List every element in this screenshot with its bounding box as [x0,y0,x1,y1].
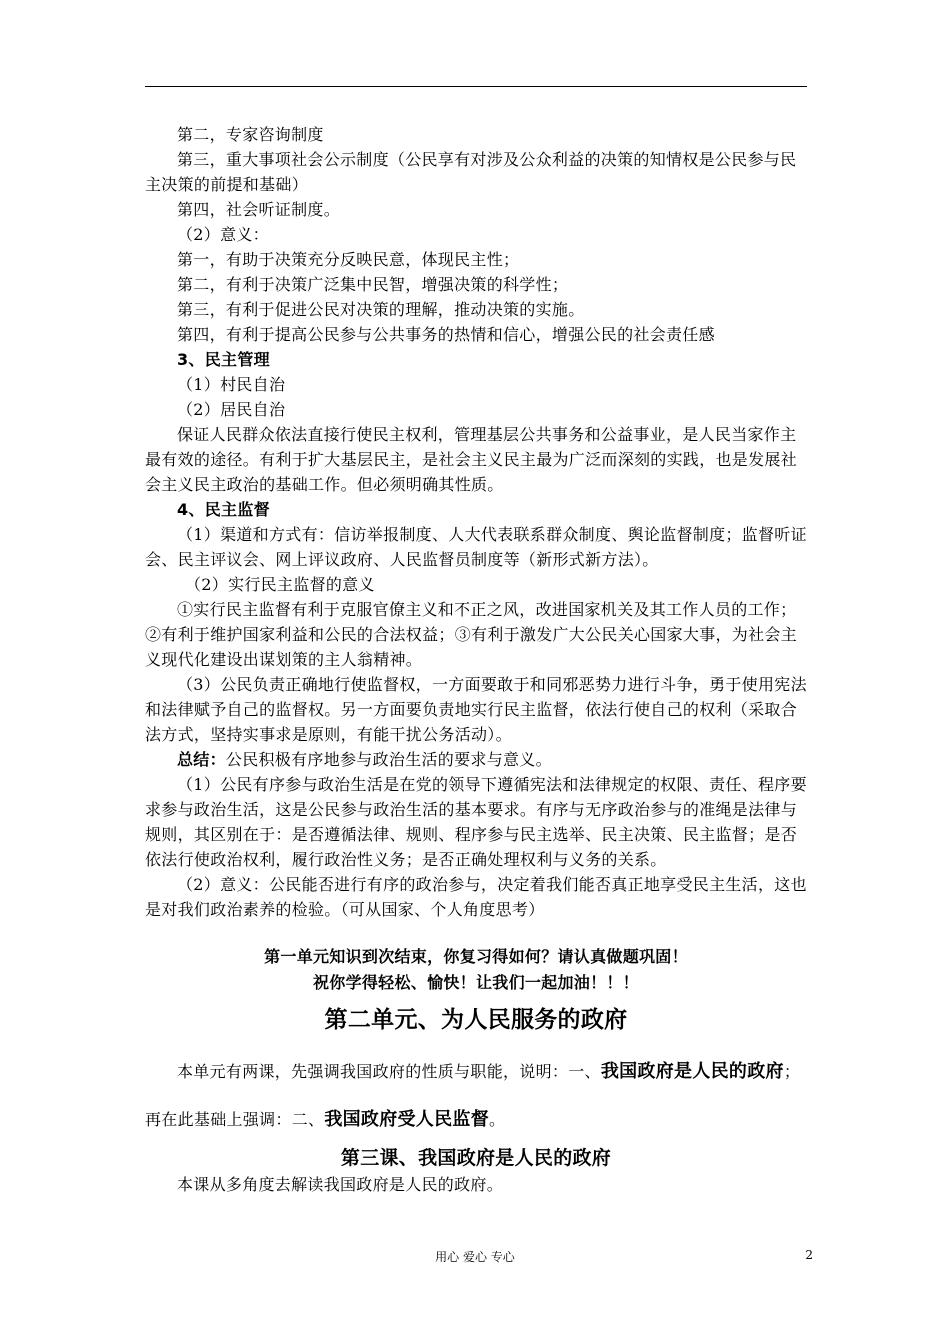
paragraph: ①实行民主监督有利于克服官僚主义和不正之风，改进国家机关及其工作人员的工作；②有利于维护国家利益和公民的合法权益；③有利于激发广大公民关心国家大事，为社会主义现代化建设出谋划策的主人翁精神。 [145,600,798,669]
review-note: 第一单元知识到次结束，你复习得如何？请认真做题巩固！ [264,947,688,966]
encouragement-note: 祝你学得轻松、愉快！让我们一起加油！！！ [312,973,639,992]
lesson-title: 第三课、我国政府是人民的政府 [340,1147,612,1169]
intro-text: 。 [489,1110,506,1129]
unit-title: 第二单元、为人民服务的政府 [324,1007,628,1033]
paragraph: 第四，有利于提高公民参与公共事务的热情和信心，增强公民的社会责任感 [177,325,715,344]
intro-text: 本单元有两课，先强调我国政府的性质与职能，说明：一、 [177,1062,601,1081]
paragraph: （3）公民负责正确地行使监督权，一方面要敢于和同邪恶势力进行斗争，勇于使用宪法和法律赋予自己的监督权。另一方面要负责地实行民主监督，依法行使自己的权利（采取合法方式，坚持实事求是原则，有能干扰公务活动）。 [145,675,807,744]
document-body [145,122,807,1197]
paragraph: 第二，有利于决策广泛集中民智，增强决策的科学性； [177,275,569,294]
intro-text: ；再在此基础上强调：二、 [145,1062,801,1129]
paragraph: （2）居民自治 [177,400,286,419]
paragraph: 第一，有助于决策充分反映民意，体现民主性； [177,250,520,269]
unit-intro [145,1048,807,1144]
section-heading: 4、民主监督 [177,500,270,519]
paragraph: 第三，重大事项社会公示制度（公民享有对涉及公众利益的决策的知情权是公民参与民主决策的前提和基础） [145,150,797,194]
footer-motto: 用心 爱心 专心 [435,1250,515,1264]
header-rule [145,86,807,87]
paragraph: （2）意义： [177,225,269,244]
page-number: 2 [805,1248,813,1262]
emphasis-text: 我国政府是人民的政府 [600,1061,784,1082]
paragraph: 保证人民群众依法直接行使民主权利，管理基层公共事务和公益事业，是人民当家作主最有效的途径。有利于扩大基层民主，是社会主义民主最为广泛而深刻的实践，也是发展社会主义民主政治的基础工作。但必须明确其性质。 [145,425,798,494]
section-heading: 3、民主管理 [177,350,270,369]
paragraph: 第二，专家咨询制度 [177,125,324,144]
paragraph: （2）意义：公民能否进行有序的政治参与，决定着我们能否真正地享受民主生活，这也是对我们政治素养的检验。（可从国家、个人角度思考） [145,875,807,919]
paragraph: 本课从多角度去解读我国政府是人民的政府。 [177,1175,504,1194]
paragraph: 第四，社会听证制度。 [177,200,341,219]
emphasis-text: 我国政府受人民监督 [324,1109,490,1130]
summary-paragraph [145,747,807,772]
paragraph: （1）公民有序参与政治生活是在党的领导下遵循宪法和法律规定的权限、责任、程序要求参与政治生活，这是公民参与政治生活的基本要求。有序与无序政治参与的准绳是法律与规则，其区别在于：是否遵循法律、规则、程序参与民主选举、民主决策、民主监督；是否依法行使政治权利，履行政治性义务；是否正确处理权利与义务的关系。 [145,775,807,869]
summary-text: 公民积极有序地参与政治生活的要求与意义。 [225,750,552,769]
paragraph: 第三，有利于促进公民对决策的理解，推动决策的实施。 [177,300,585,319]
summary-label: 总结： [177,750,226,769]
paragraph: （1）渠道和方式有：信访举报制度、人大代表联系群众制度、舆论监督制度；监督听证会、民主评议会、网上评议政府、人民监督员制度等（新形式新方法）。 [145,525,807,569]
paragraph: （1）村民自治 [177,375,286,394]
paragraph: （2）实行民主监督的意义 [185,575,375,594]
